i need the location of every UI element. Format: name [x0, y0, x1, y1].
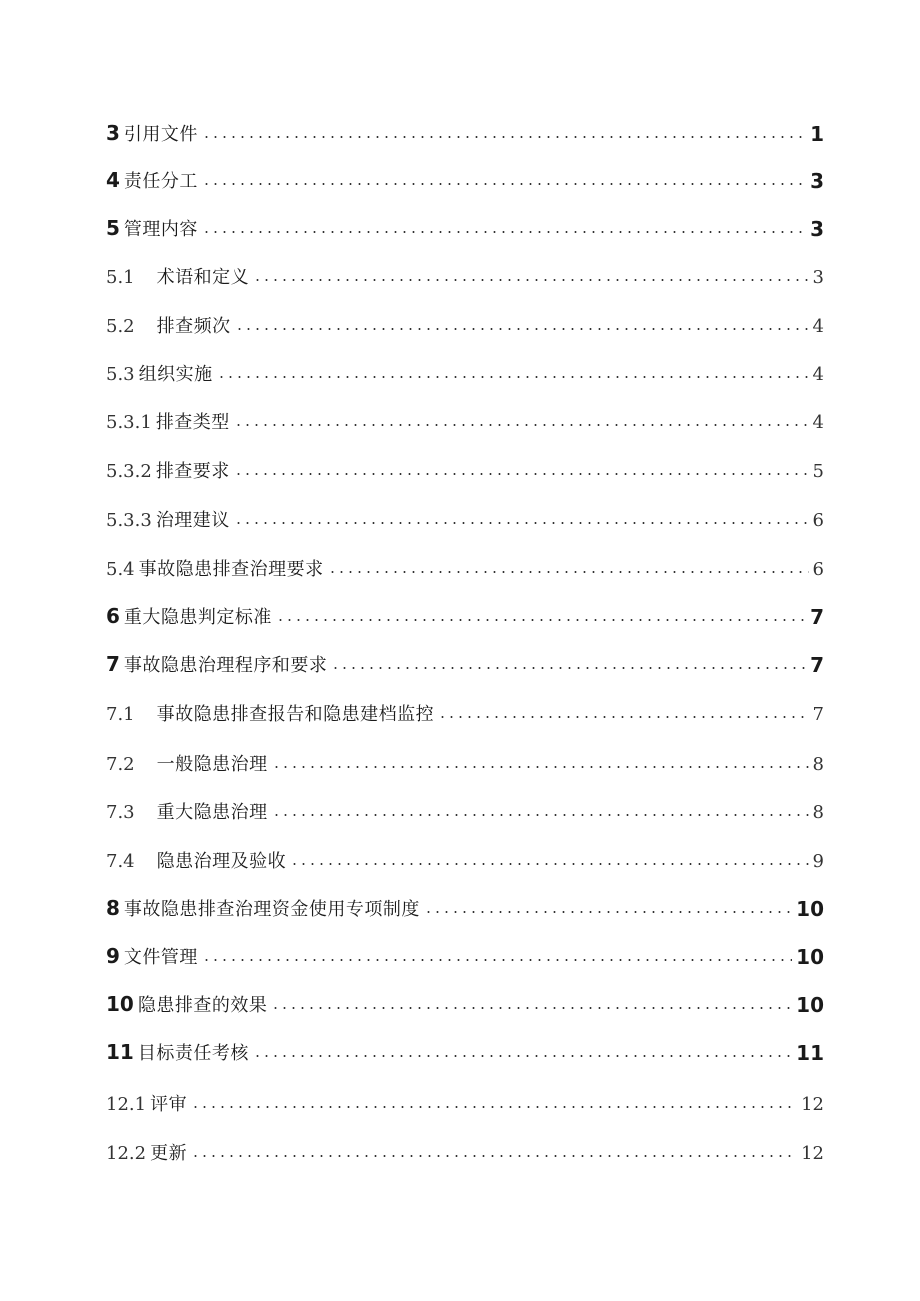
toc-entry[interactable] [106, 1080, 824, 1114]
dot-leader [276, 619, 806, 621]
toc-entry-label [106, 170, 198, 191]
dot-leader [217, 376, 809, 378]
toc-entry[interactable] [106, 1129, 824, 1163]
toc-entry-label [106, 218, 198, 239]
toc-entry-page-number: 1 [810, 122, 824, 146]
toc-entry-page-number: 12 [801, 1143, 824, 1164]
toc-entry-page-number: 3 [810, 169, 824, 193]
toc-entry-title: 重大隐患判定标准 [123, 607, 272, 628]
toc-entry[interactable] [106, 205, 824, 239]
toc-entry-page-number: 7 [812, 704, 824, 725]
toc-entry-label [106, 804, 268, 822]
toc-entry-title: 责任分工 [123, 171, 198, 192]
toc-entry[interactable] [106, 690, 824, 724]
toc-entry-label [106, 1042, 249, 1063]
toc-entry-page-number: 4 [812, 364, 824, 385]
toc-entry[interactable] [106, 981, 824, 1015]
toc-entry-number: 7.1 [106, 704, 135, 725]
toc-entry-title: 评审 [150, 1094, 188, 1115]
toc-entry-label [106, 269, 249, 287]
dot-leader [290, 863, 808, 865]
toc-entry-page-number: 10 [796, 993, 824, 1017]
toc-entry-label [106, 1096, 187, 1114]
toc-entry-label [106, 946, 198, 967]
toc-entry-title: 事故隐患治理程序和要求 [123, 655, 328, 676]
dot-leader [191, 1155, 797, 1157]
toc-entry-label [106, 853, 286, 871]
toc-entry-title: 更新 [150, 1143, 188, 1164]
dot-leader [253, 1055, 792, 1057]
toc-entry-number: 5.2 [106, 316, 135, 337]
toc-entry-page-number: 8 [812, 802, 824, 823]
toc-entry-title: 目标责任考核 [137, 1043, 249, 1064]
toc-entry-number: 7 [106, 652, 120, 676]
dot-leader [202, 959, 792, 961]
toc-entry-number: 4 [106, 168, 120, 192]
toc-entry[interactable] [106, 350, 824, 384]
toc-entry[interactable] [106, 837, 824, 871]
dot-leader [202, 183, 806, 185]
toc-entry[interactable] [106, 641, 824, 675]
dot-leader [271, 1007, 792, 1009]
dot-leader [235, 328, 809, 330]
toc-entry-page-number: 7 [810, 605, 824, 629]
toc-entry-page-number: 8 [812, 754, 824, 775]
toc-entry-title: 组织实施 [138, 364, 213, 385]
toc-entry-page-number: 4 [812, 316, 824, 337]
toc-entry-number: 12.1 [106, 1094, 147, 1115]
toc-entry[interactable] [106, 157, 824, 191]
toc-entry-number: 9 [106, 944, 120, 968]
toc-entry-title: 术语和定义 [156, 267, 250, 288]
toc-entry-page-number: 5 [812, 461, 824, 482]
toc-entry-label [106, 1145, 187, 1163]
toc-entry[interactable] [106, 593, 824, 627]
toc-entry[interactable] [106, 253, 824, 287]
toc-entry-page-number: 4 [812, 412, 824, 433]
toc-entry-label [106, 606, 272, 627]
toc-entry-number: 7.3 [106, 802, 135, 823]
toc-entry-page-number: 10 [796, 945, 824, 969]
toc-entry-page-number: 6 [812, 559, 824, 580]
toc-entry-label [106, 463, 230, 481]
toc-entry-number: 5.3.2 [106, 461, 152, 482]
toc-entry-label [106, 654, 327, 675]
dot-leader [331, 667, 806, 669]
dot-leader [328, 571, 809, 573]
dot-leader [202, 136, 806, 138]
toc-entry-title: 事故隐患排查治理资金使用专项制度 [123, 899, 420, 920]
dot-leader [272, 814, 809, 816]
toc-entry-number: 7.2 [106, 754, 135, 775]
toc-entry-page-number: 10 [796, 897, 824, 921]
dot-leader [234, 522, 809, 524]
toc-entry[interactable] [106, 496, 824, 530]
toc-entry-label [106, 318, 231, 336]
toc-entry-label [106, 994, 267, 1015]
toc-entry-number: 11 [106, 1040, 134, 1064]
toc-entry[interactable] [106, 110, 824, 144]
toc-entry-title: 文件管理 [123, 947, 198, 968]
toc-entry-label [106, 756, 268, 774]
toc-entry-label [106, 123, 198, 144]
toc-entry-title: 治理建议 [155, 510, 230, 531]
toc-entry-page-number: 9 [812, 851, 824, 872]
toc-entry-number: 8 [106, 896, 120, 920]
dot-leader [272, 766, 809, 768]
dot-leader [234, 473, 809, 475]
toc-entry-page-number: 3 [810, 217, 824, 241]
toc-entry[interactable] [106, 545, 824, 579]
toc-entry-title: 管理内容 [123, 219, 198, 240]
toc-entry-page-number: 6 [812, 510, 824, 531]
toc-entry-title: 事故隐患排查治理要求 [138, 559, 324, 580]
toc-entry-page-number: 12 [801, 1094, 824, 1115]
toc-entry-title: 排查类型 [155, 412, 230, 433]
toc-entry-label [106, 366, 213, 384]
toc-entry[interactable] [106, 302, 824, 336]
toc-entry-title: 排查频次 [156, 316, 231, 337]
toc-entry-page-number: 7 [810, 653, 824, 677]
toc-entry[interactable] [106, 447, 824, 481]
toc-entry-label [106, 512, 230, 530]
toc-entry-title: 引用文件 [123, 124, 198, 145]
toc-entry-number: 5.4 [106, 559, 135, 580]
toc-entry-title: 排查要求 [155, 461, 230, 482]
toc-entry[interactable] [106, 885, 824, 919]
dot-leader [191, 1106, 797, 1108]
toc-entry-number: 12.2 [106, 1143, 147, 1164]
toc-entry-title: 一般隐患治理 [156, 754, 268, 775]
toc-entry[interactable] [106, 398, 824, 432]
toc-entry-number: 3 [106, 121, 120, 145]
toc-entry-label [106, 898, 420, 919]
toc-entry-number: 5.1 [106, 267, 135, 288]
toc-entry-page-number: 3 [812, 267, 824, 288]
toc-entry-number: 6 [106, 604, 120, 628]
toc-entry-title: 事故隐患排查报告和隐患建档监控 [156, 704, 435, 725]
toc-entry-title: 重大隐患治理 [156, 802, 268, 823]
toc-entry-number: 5.3.3 [106, 510, 152, 531]
toc-entry-title: 隐患排查的效果 [137, 995, 268, 1016]
toc-entry[interactable] [106, 1029, 824, 1063]
dot-leader [438, 716, 808, 718]
toc-entry-label [106, 414, 230, 432]
dot-leader [202, 231, 806, 233]
toc-entry[interactable] [106, 740, 824, 774]
toc-entry-title: 隐患治理及验收 [156, 851, 287, 872]
toc-entry[interactable] [106, 788, 824, 822]
toc-entry-number: 5.3 [106, 364, 135, 385]
dot-leader [424, 911, 792, 913]
toc-entry-label [106, 561, 324, 579]
toc-entry-number: 7.4 [106, 851, 135, 872]
toc-entry-label [106, 706, 434, 724]
toc-entry-page-number: 11 [796, 1041, 824, 1065]
dot-leader [253, 279, 808, 281]
toc-entry-number: 5 [106, 216, 120, 240]
toc-entry-number: 5.3.1 [106, 412, 152, 433]
toc-entry[interactable] [106, 933, 824, 967]
toc-entry-number: 10 [106, 992, 134, 1016]
dot-leader [234, 424, 809, 426]
